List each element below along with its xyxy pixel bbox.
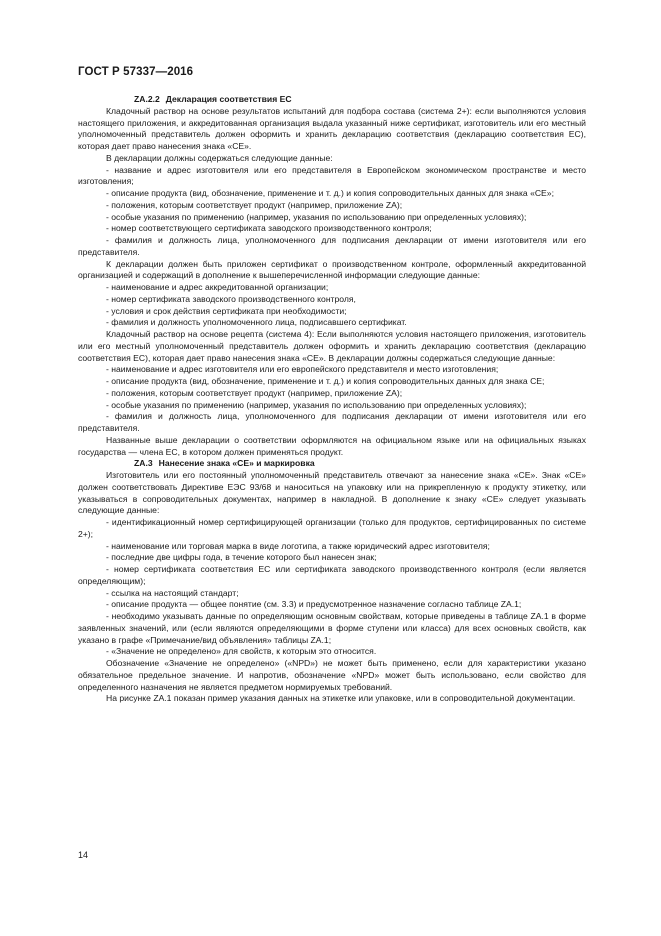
document-body bbox=[78, 94, 586, 705]
list-item: - наименование или торговая марка в виде логотипа, а также юридический адрес изготовителя; bbox=[106, 540, 490, 551]
list-item: - номер соответствующего сертификата заводского производственного контроля; bbox=[106, 223, 432, 234]
list-item: - номер сертификата заводского производственного контроля, bbox=[106, 293, 356, 304]
section-title: Нанесение знака «CE» и маркировка bbox=[158, 458, 315, 469]
page-number: 14 bbox=[78, 850, 89, 860]
list-item: - фамилия и должность уполномоченного лица, подписавшего сертификат. bbox=[106, 317, 407, 328]
list-item: - особые указания по применению (например, указания по использованию при определенных условиях); bbox=[106, 211, 527, 222]
paragraph: Кладочный раствор на основе рецепта (система 4): Если выполняются условия настоящего приложения, изготовитель или его местный уполномоченный представитель должен оформить и хранить декларацию соответствия (декларацию соответствия ЕС), которая дает право нанесения знака «CE». В декларации должны содержаться следующие данные: bbox=[78, 329, 586, 363]
paragraph: В декларации должны содержаться следующие данные: bbox=[106, 152, 333, 163]
section-heading-za22 bbox=[78, 94, 586, 106]
list-item: - необходимо указывать данные по определяющим основным свойствам, которые приведены в таблице ZA.1 в форме заявленных значений, или (если являются определяющими в форме ступени или класса) для всех основных свойств, как указано в графе «Примечание/вид объявления» таблицы ZA.1; bbox=[78, 611, 586, 645]
section-title: Декларация соответствия ЕС bbox=[165, 94, 292, 104]
list-item: - описание продукта — общее понятие (см. 3.3) и предусмотренное назначение согласно таблице ZA.1; bbox=[106, 599, 522, 610]
paragraph: На рисунке ZA.1 показан пример указания данных на этикетке или упаковке, или в сопроводительной документации. bbox=[106, 693, 576, 704]
list-item: - идентификационный номер сертифицирующей организации (только для продуктов, сертифицированных по системе 2+); bbox=[78, 517, 586, 539]
paragraph: Обозначение «Значение не определено» («NPD») не может быть применено, если для характеристики указано обязательное предельное значение. И напротив, обозначение «NPD» может быть использовано, если свойство для определенного назначения не является предметом нормируемых требований. bbox=[78, 658, 586, 692]
list-item: - фамилия и должность лица, уполномоченного для подписания декларации от имени изготовителя или его представителя. bbox=[78, 411, 586, 433]
list-item: - название и адрес изготовителя или его представителя в Европейском экономическом пространстве и место изготовления; bbox=[78, 164, 586, 187]
list-item: - описание продукта (вид, обозначение, применение и т. д.) и копия сопроводительных данных для знака «CE»; bbox=[106, 188, 554, 198]
list-item: - положения, которым соответствует продукт (например, приложение ZA); bbox=[106, 387, 403, 398]
section-za3-body bbox=[78, 470, 586, 705]
paragraph: Изготовитель или его постоянный уполномоченный представитель отвечают за нанесение знака «CE». Знак «CE» должен соответствовать Директиве ЕЭС 93/68 и наноситься на упаковку или на прикрепленную к продукту этикетку, или указываться в сопроводительных документах, например в накладной. В дополнение к знаку «CE» следует указывать следующие данные: bbox=[78, 470, 586, 516]
paragraph: Названные выше декларации о соответствии оформляются на официальном языке или на официальных языках государства — члена ЕС, в котором должен применяться продукт. bbox=[78, 434, 586, 457]
list-item: - наименование и адрес изготовителя или его европейского представителя и место изготовления; bbox=[106, 364, 499, 375]
section-number: ZA.2.2 bbox=[134, 94, 160, 104]
list-item: - положения, которым соответствует продукт (например, приложение ZA); bbox=[106, 199, 403, 210]
section-heading-za3 bbox=[78, 458, 586, 470]
list-item: - «Значение не определено» для свойств, к которым это относится. bbox=[106, 646, 377, 657]
list-item: - наименование и адрес аккредитованной организации; bbox=[106, 282, 329, 292]
paragraph: К декларации должен быть приложен сертификат о производственном контроле, оформленный аккредитованной организацией и содержащий в дополнение к вышеперечисленной информации следующие данные: bbox=[78, 258, 586, 281]
section-number: ZA.3 bbox=[134, 458, 153, 469]
list-item: - описание продукта (вид, обозначение, применение и т. д.) и копия сопроводительных данных для знака CE; bbox=[106, 376, 545, 386]
list-item: - условия и срок действия сертификата при необходимости; bbox=[106, 305, 347, 316]
list-item: - номер сертификата соответствия ЕС или сертификата заводского производственного контроля (если является определяющим); bbox=[78, 564, 586, 586]
standard-header: ГОСТ Р 57337—2016 bbox=[78, 66, 194, 78]
list-item: - особые указания по применению (например, указания по использованию при определенных условиях); bbox=[106, 399, 527, 410]
list-item: - ссылка на настоящий стандарт; bbox=[106, 587, 239, 598]
list-item: - последние две цифры года, в течение которого был нанесен знак; bbox=[106, 552, 377, 563]
paragraph: Кладочный раствор на основе результатов испытаний для подбора состава (система 2+): если выполняются условия настоящего приложения, и аккредитованная организация выдала указанный ниже сертификат, изготовитель или его местный уполномоченный представитель должен оформить и хранить декларацию соответствия (декларацию соответствия ЕС), которая дает право нанесения знака «CE». bbox=[78, 105, 586, 151]
section-za22-body bbox=[78, 106, 586, 459]
list-item: - фамилия и должность лица, уполномоченного для подписания декларации от имени изготовителя или его представителя. bbox=[78, 235, 586, 257]
